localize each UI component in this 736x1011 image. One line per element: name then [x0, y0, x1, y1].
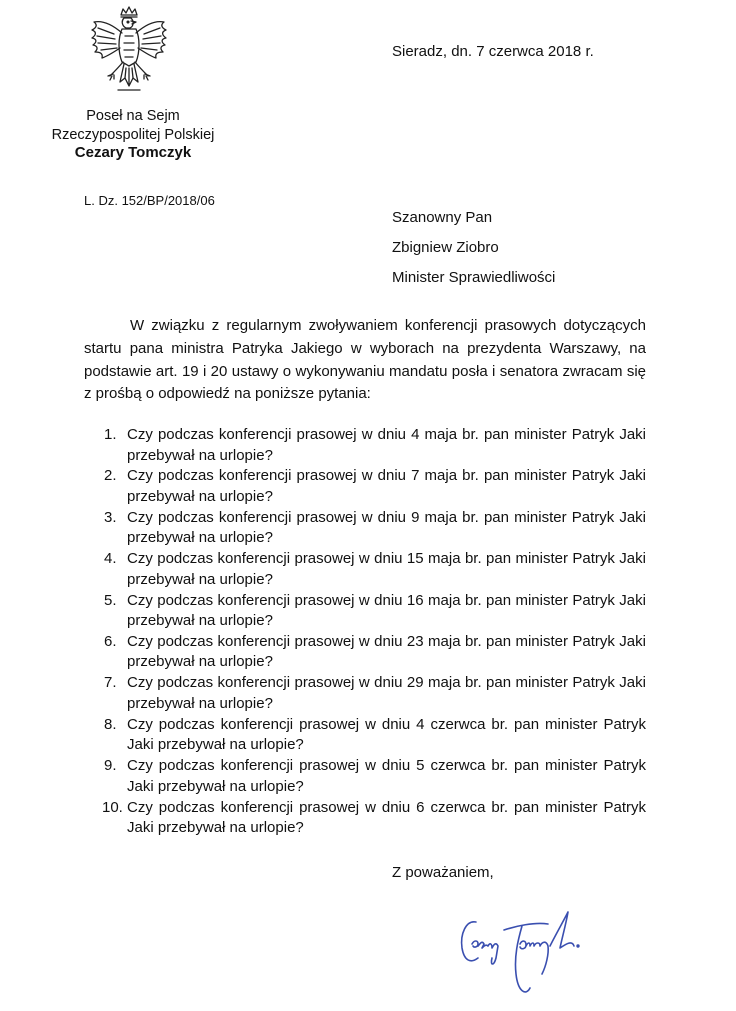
- list-item: [84, 425, 646, 466]
- list-item: [84, 715, 646, 756]
- question-text: Czy podczas konferencji prasowej w dniu 4 maja br. pan minister Patryk Jaki przebywał na urlopie?: [127, 426, 646, 464]
- reference-number: L. Dz. 152/BP/2018/06: [84, 193, 215, 208]
- sender-name: Cezary Tomczyk: [74, 144, 192, 161]
- question-number: 8.: [104, 715, 117, 733]
- list-item: [84, 756, 646, 797]
- question-number: 1.: [104, 426, 117, 443]
- list-item: [84, 591, 646, 632]
- question-text: Czy podczas konferencji prasowej w dniu 7 maja br. pan minister Patryk Jaki przebywał na urlopie?: [127, 467, 646, 505]
- question-text: Czy podczas konferencji prasowej w dniu 6 czerwca br. pan minister Patryk Jaki przebywał na urlopie?: [127, 798, 646, 837]
- list-item: [84, 466, 646, 507]
- question-number: 3.: [104, 508, 117, 526]
- intro-paragraph: W związku z regularnym zwoływaniem konferencji prasowych dotyczących startu pana ministra Patryka Jakiego w wyborach na prezydenta Warszawy, na podstawie art. 19 i 20 ustawy o wykonywaniu mandatu posła i senatora zwracam się z prośbą o odpowiedź na poniższe pytania:: [84, 317, 646, 403]
- sender-line-1: Poseł na Sejm: [86, 108, 180, 124]
- question-number: 5.: [104, 591, 117, 609]
- recipient-name: Zbigniew Ziobro: [392, 239, 499, 256]
- question-text: Czy podczas konferencji prasowej w dniu 15 maja br. pan minister Patryk Jaki przebywał na urlopie?: [127, 550, 646, 588]
- questions-list: [84, 425, 646, 839]
- question-text: Czy podczas konferencji prasowej w dniu 29 maja br. pan minister Patryk Jaki przebywał na urlopie?: [127, 674, 646, 712]
- question-number: 6.: [104, 632, 117, 650]
- recipient-salutation: Szanowny Pan: [392, 209, 493, 226]
- question-text: Czy podczas konferencji prasowej w dniu 9 maja br. pan minister Patryk Jaki przebywał na urlopie?: [127, 508, 646, 547]
- list-item: [84, 508, 646, 549]
- closing-phrase: Z poważaniem,: [392, 864, 494, 881]
- handwritten-signature: [456, 900, 586, 1000]
- list-item: [84, 549, 646, 590]
- polish-eagle-emblem-icon: [84, 6, 174, 100]
- list-item: [84, 798, 646, 839]
- question-number: 2.: [104, 467, 117, 485]
- question-text: Czy podczas konferencji prasowej w dniu 23 maja br. pan minister Patryk Jaki przebywał na urlopie?: [127, 632, 646, 671]
- question-number: 10.: [102, 798, 123, 816]
- question-text: Czy podczas konferencji prasowej w dniu 5 czerwca br. pan minister Patryk Jaki przebywał na urlopie?: [127, 757, 646, 795]
- recipient-title: Minister Sprawiedliwości: [392, 269, 556, 286]
- list-item: [84, 632, 646, 673]
- sender-block: [40, 107, 226, 163]
- question-number: 9.: [104, 757, 117, 775]
- question-text: Czy podczas konferencji prasowej w dniu 4 czerwca br. pan minister Patryk Jaki przebywał na urlopie?: [127, 715, 646, 754]
- list-item: [84, 673, 646, 714]
- question-number: 7.: [104, 674, 117, 692]
- question-number: 4.: [104, 550, 117, 568]
- question-text: Czy podczas konferencji prasowej w dniu 16 maja br. pan minister Patryk Jaki przebywał na urlopie?: [127, 591, 646, 630]
- place-date: Sieradz, dn. 7 czerwca 2018 r.: [392, 43, 594, 60]
- recipient-block: [392, 209, 555, 299]
- sender-line-2: Rzeczypospolitej Polskiej: [51, 126, 215, 143]
